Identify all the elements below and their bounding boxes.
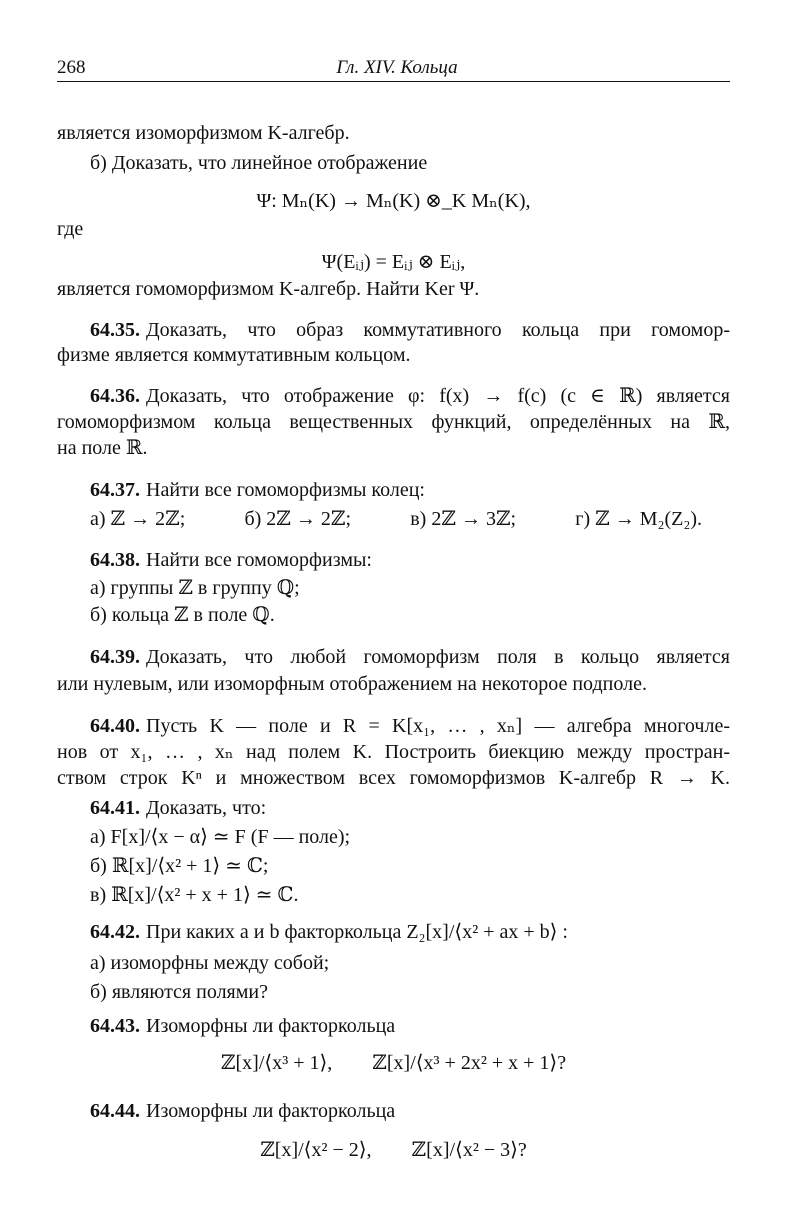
problem-64-44 xyxy=(90,1098,730,1124)
formula: ℤ[x]/⟨x² − 2⟩, ℤ[x]/⟨x² − 3⟩? xyxy=(260,1139,527,1161)
item: а) изоморфны между собой; xyxy=(90,952,330,974)
text-line: ством строк Kⁿ и множеством всех гомоморфизмов K-алгебр R → K. xyxy=(57,767,730,789)
running-title: Гл. XIV. Кольца xyxy=(336,57,458,78)
problem-number: 64.44. xyxy=(90,1100,140,1122)
text-line: Доказать, что: xyxy=(146,797,267,819)
problem-64-42 xyxy=(90,919,730,945)
item: в) ℝ[x]/⟨x² + x + 1⟩ ≃ ℂ. xyxy=(90,884,299,906)
text-line: или нулевым, или изоморфным отображением на некоторое подполе. xyxy=(57,673,647,695)
problem-number: 64.36. xyxy=(90,385,140,407)
problem-64-40 xyxy=(90,713,730,739)
problem-64-39 xyxy=(90,644,730,670)
item: б) являются полями? xyxy=(90,981,268,1003)
text-line: Доказать, что отображение φ: f(x) → f(c) (c ∈ ℝ) является xyxy=(146,385,730,407)
problem-number: 64.35. xyxy=(90,319,140,341)
problem-number: 64.42. xyxy=(90,921,140,943)
problem-64-43 xyxy=(90,1013,730,1039)
item: г) ℤ → M₂(Z₂). xyxy=(575,508,702,530)
item: а) F[x]/⟨x − α⟩ ≃ F (F — поле); xyxy=(90,826,351,848)
problem-64-35 xyxy=(90,317,730,343)
problem-number: 64.43. xyxy=(90,1015,140,1037)
problem-number: 64.41. xyxy=(90,797,140,819)
item: а) группы ℤ в группу ℚ; xyxy=(90,577,300,599)
formula: Ψ: Mₙ(K) → Mₙ(K) ⊗_K Mₙ(K), xyxy=(256,190,531,212)
item: б) кольца ℤ в поле ℚ. xyxy=(90,604,275,626)
problem-64-38 xyxy=(90,547,730,573)
problem-number: 64.37. xyxy=(90,479,140,501)
problem-number: 64.39. xyxy=(90,646,140,668)
text-line: физме является коммутативным кольцом. xyxy=(57,344,411,366)
text-line: Найти все гомоморфизмы колец: xyxy=(146,479,425,501)
text-line: Пусть K — поле и R = K[x₁, … , xₙ] — алгебра многочле- xyxy=(146,715,730,737)
problem-number: 64.40. xyxy=(90,715,140,737)
text-line: нов от x₁, … , xₙ над полем K. Построить биекцию между простран- xyxy=(57,741,730,763)
text-line: При каких a и b факторкольца Z₂[x]/⟨x² + ax + b⟩ : xyxy=(146,921,568,943)
item: в) 2ℤ → 3ℤ; xyxy=(410,508,517,530)
item: б) 2ℤ → 2ℤ; xyxy=(244,508,352,530)
text-line: является гомоморфизмом K-алгебр. Найти Ker Ψ. xyxy=(57,278,480,300)
problem-number: 64.38. xyxy=(90,549,140,571)
formula: ℤ[x]/⟨x³ + 1⟩, ℤ[x]/⟨x³ + 2x² + x + 1⟩? xyxy=(220,1052,567,1074)
text-line: Доказать, что любой гомоморфизм поля в кольцо является xyxy=(146,646,730,668)
item-row xyxy=(90,506,730,532)
formula: Ψ(Eᵢⱼ) = Eᵢⱼ ⊗ Eᵢⱼ, xyxy=(321,251,466,273)
item: а) ℤ → 2ℤ; xyxy=(90,508,186,530)
problem-64-37 xyxy=(90,477,730,503)
item: б) ℝ[x]/⟨x² + 1⟩ ≃ ℂ; xyxy=(90,855,269,877)
text-line: гомоморфизмом кольца вещественных функций, определённых на ℝ, xyxy=(57,411,730,433)
text-line: Изоморфны ли факторкольца xyxy=(146,1015,396,1037)
header-rule xyxy=(57,81,730,82)
text-line: Изоморфны ли факторкольца xyxy=(146,1100,396,1122)
problem-64-36 xyxy=(90,383,730,409)
text-line: где xyxy=(57,218,84,240)
text-line: является изоморфизмом K-алгебр. xyxy=(57,122,350,144)
text-line: на поле ℝ. xyxy=(57,437,148,459)
page-number: 268 xyxy=(57,57,86,78)
text-line: Найти все гомоморфизмы: xyxy=(146,549,372,571)
text-line: Доказать, что образ коммутативного кольца при гомомор- xyxy=(146,319,730,341)
problem-64-41 xyxy=(90,795,730,821)
text-line: б) Доказать, что линейное отображение xyxy=(90,152,428,174)
